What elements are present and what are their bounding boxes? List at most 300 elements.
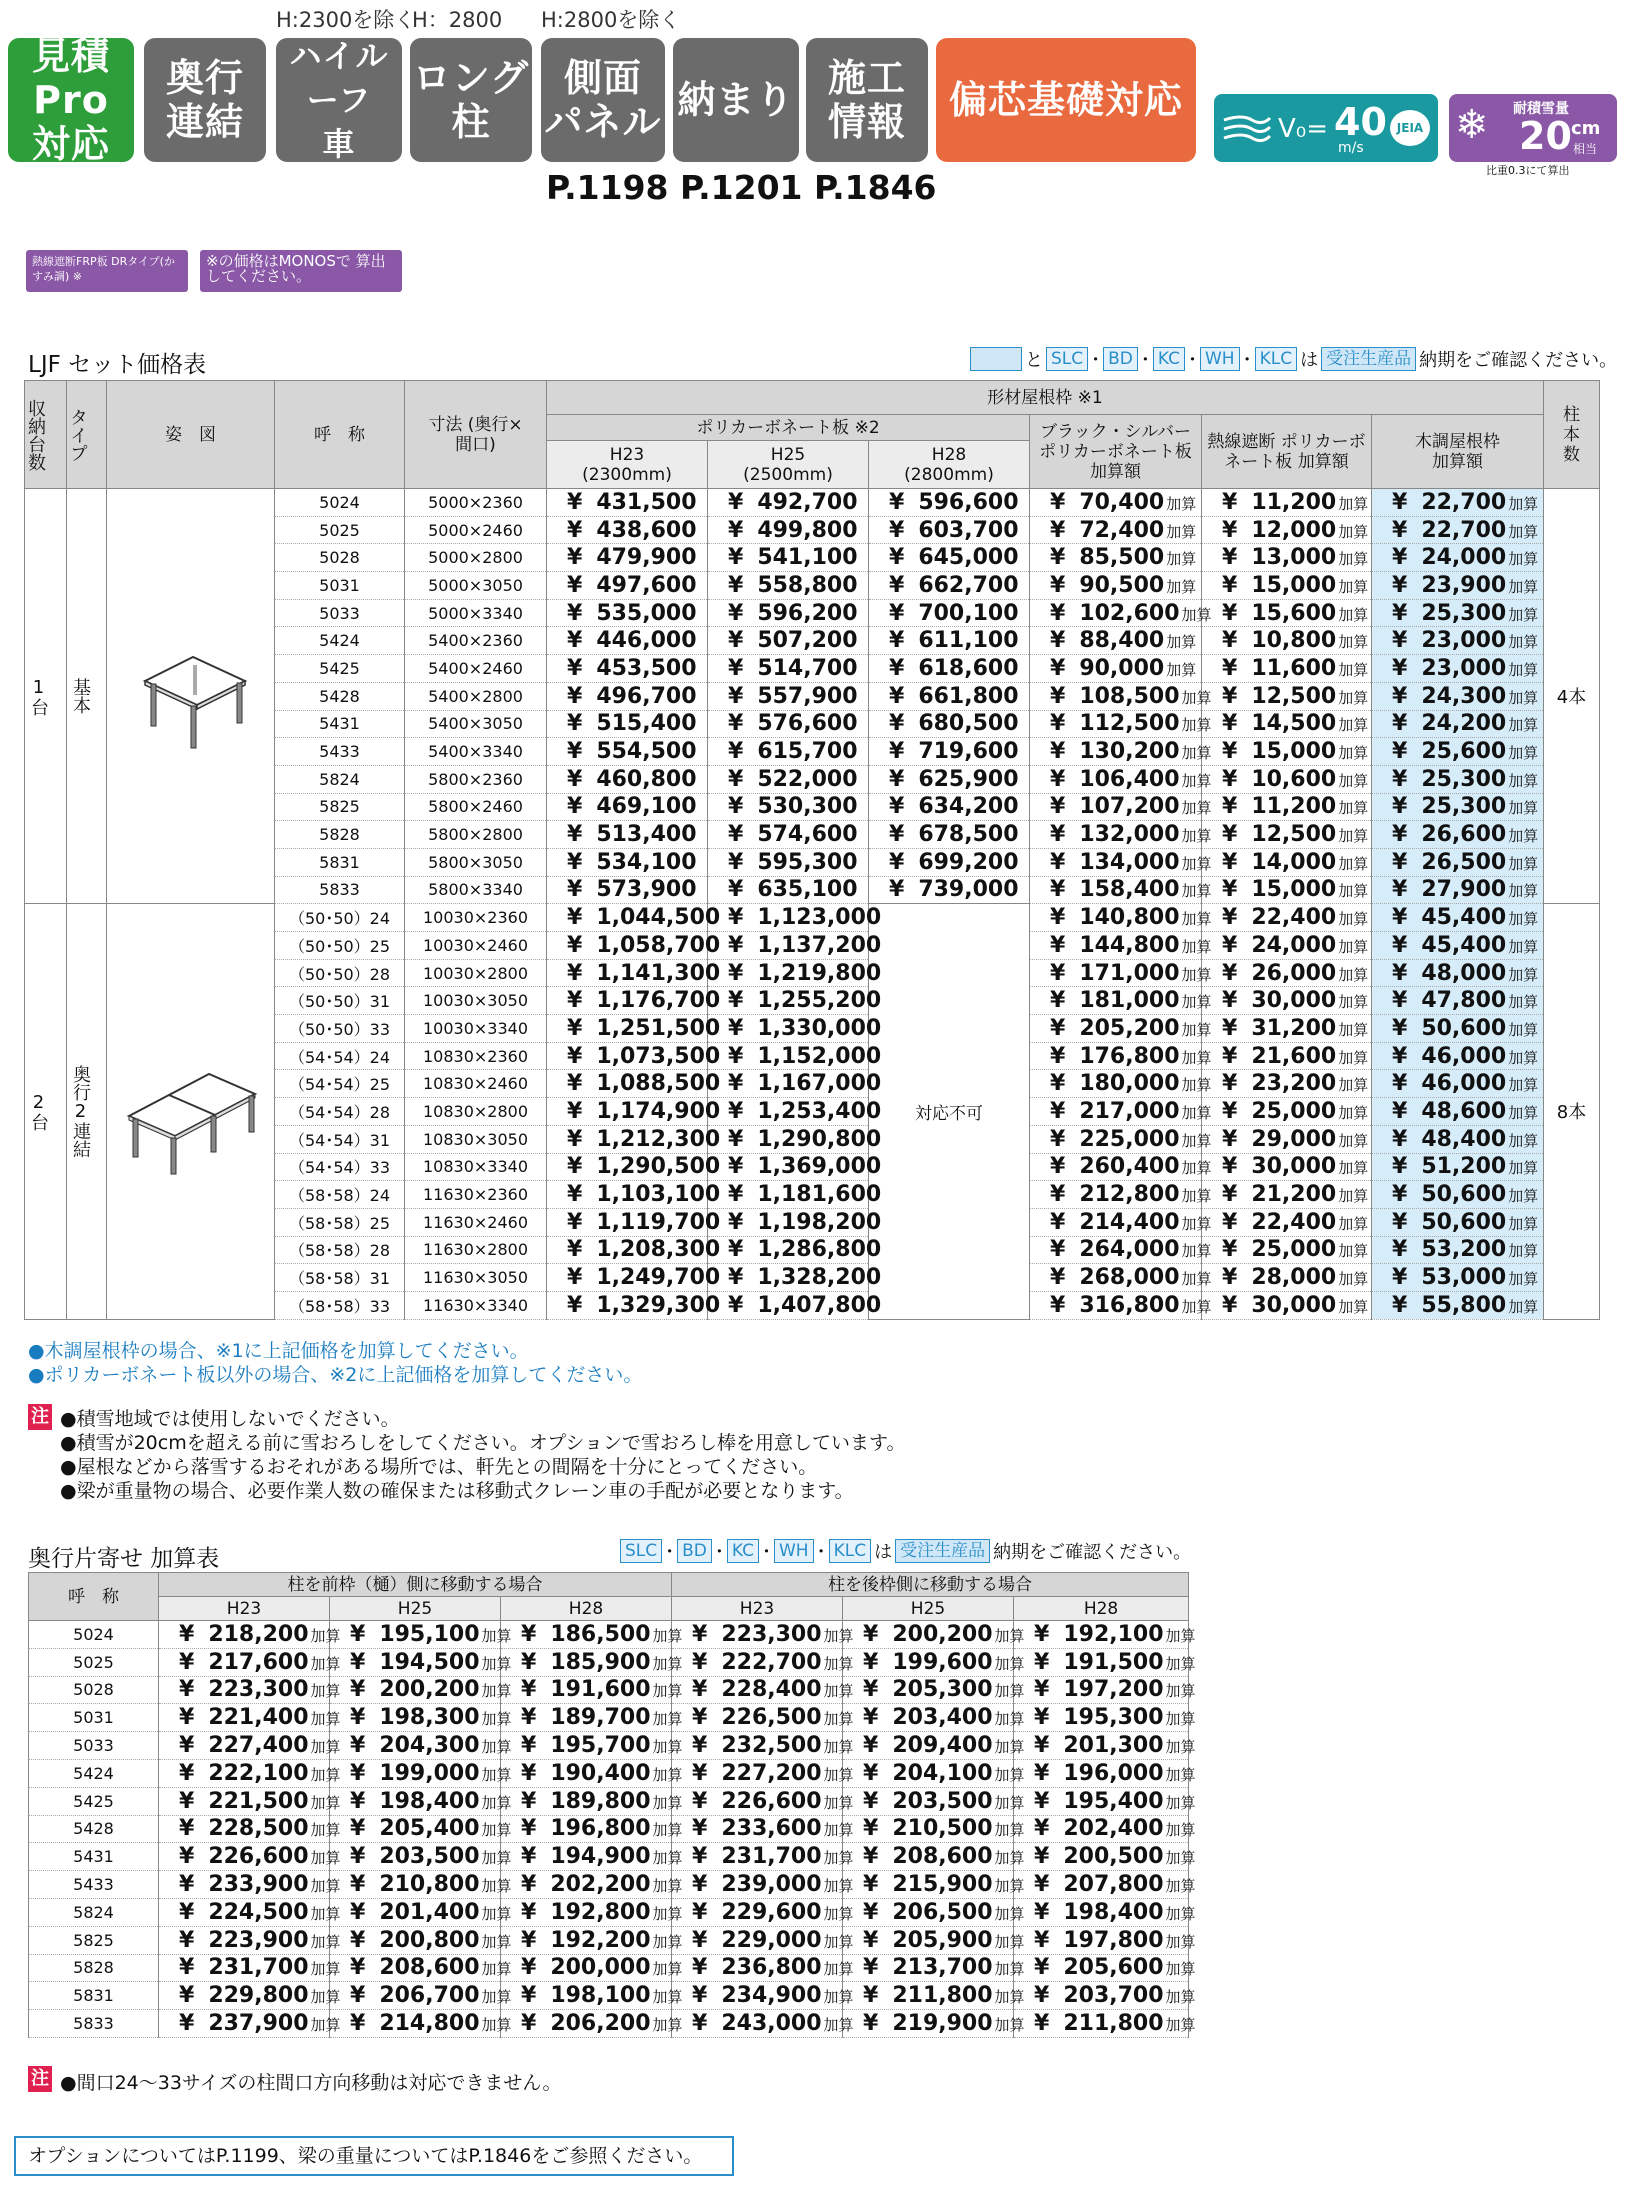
price-value: 15,600 <box>1251 600 1337 626</box>
price-value: 205,300 <box>892 1677 993 1703</box>
wood-frame-add <box>1372 959 1544 987</box>
heat-block-add <box>1202 1291 1372 1319</box>
footer-reference: オプションについてはP.1199、梁の重量についてはP.1846をご参照ください。 <box>14 2136 734 2176</box>
price-value: 678,500 <box>918 822 1019 848</box>
price-value: 1,253,400 <box>757 1098 882 1124</box>
black-silver-add <box>1030 1208 1212 1236</box>
dimension: 5400×3050 <box>405 710 547 738</box>
price-h28 <box>869 821 1030 849</box>
heat-block-add <box>1202 848 1372 876</box>
front-add <box>159 1954 341 1982</box>
price-h23 <box>547 489 708 517</box>
price-value: 11,600 <box>1251 655 1337 681</box>
th-h28: H28 (2800mm) <box>869 441 1030 489</box>
yen-sign: ¥ <box>567 877 583 903</box>
heat-block-add <box>1202 655 1372 683</box>
wood-frame-add <box>1372 1181 1544 1209</box>
front-add <box>159 1732 341 1760</box>
wood-frame-add <box>1372 738 1544 766</box>
model-code: 5833 <box>275 876 405 904</box>
table-row <box>29 1621 1189 1649</box>
tag-construction-info[interactable]: 施工 情報 <box>806 38 928 162</box>
black-silver-add <box>1030 1181 1212 1209</box>
yen-sign: ¥ <box>692 1677 708 1703</box>
yen-sign: ¥ <box>179 1955 195 1981</box>
price-value: 229,800 <box>208 1983 309 2009</box>
price-value: 200,000 <box>550 1955 651 1981</box>
front-add <box>501 1982 683 2010</box>
price-value: 26,000 <box>1251 960 1337 986</box>
th2-front: 柱を前枠（樋）側に移動する場合 <box>159 1573 672 1597</box>
add-label: 加算 <box>1338 1242 1369 1261</box>
yen-sign: ¥ <box>1392 1071 1408 1097</box>
yen-sign: ¥ <box>1392 905 1408 931</box>
price-value: 88,400 <box>1079 628 1165 654</box>
black-silver-add <box>1030 544 1202 572</box>
tag-eccentric-base[interactable]: 偏芯基礎対応 <box>936 38 1196 162</box>
yen-sign: ¥ <box>1222 1015 1238 1041</box>
front-add <box>501 1704 683 1732</box>
carport-figure <box>107 904 275 1319</box>
price-value: 23,000 <box>1421 655 1507 681</box>
price-value: 134,000 <box>1079 849 1180 875</box>
yen-sign: ¥ <box>728 683 744 709</box>
yen-sign: ¥ <box>1034 1733 1050 1759</box>
page-refs: P.1198 P.1201 P.1846 <box>546 168 937 207</box>
price-value: 1,330,000 <box>757 1015 882 1041</box>
price-h23 <box>547 682 708 710</box>
yen-sign: ¥ <box>567 1209 583 1235</box>
price-value: 195,400 <box>1063 1788 1164 1814</box>
price-value: 196,800 <box>550 1816 651 1842</box>
yen-sign: ¥ <box>179 1621 195 1647</box>
price-h25 <box>708 904 882 932</box>
wood-frame-add <box>1372 876 1544 904</box>
yen-sign: ¥ <box>728 739 744 765</box>
back-add <box>672 1787 854 1815</box>
wood-frame-add <box>1372 1015 1544 1043</box>
dimension: 5000×2800 <box>405 544 547 572</box>
price-value: 189,700 <box>550 1705 651 1731</box>
price-value: 48,400 <box>1421 1126 1507 1152</box>
caption-3: H:2800を除く <box>541 8 681 32</box>
dimension: 5000×2460 <box>405 516 547 544</box>
yen-sign: ¥ <box>1392 739 1408 765</box>
back-add <box>843 1621 1025 1649</box>
yen-sign: ¥ <box>567 1043 583 1069</box>
price-h28 <box>869 738 1030 766</box>
back-add <box>843 1843 1025 1871</box>
price-value: 496,700 <box>596 683 697 709</box>
add-label: 加算 <box>310 1738 341 1757</box>
price-value: 1,198,200 <box>757 1209 882 1235</box>
add-label: 加算 <box>481 1988 512 2007</box>
black-silver-add <box>1030 572 1202 600</box>
yen-sign: ¥ <box>179 1844 195 1870</box>
price-value: 223,900 <box>208 1927 309 1953</box>
dimension: 10830×3050 <box>405 1125 547 1153</box>
add-label: 加算 <box>1508 827 1539 846</box>
add-label: 加算 <box>1181 1048 1212 1067</box>
add-label: 加算 <box>1181 1131 1212 1150</box>
snowflake-icon: ❄ <box>1455 102 1489 148</box>
dimension: 5400×2460 <box>405 655 547 683</box>
add-label: 加算 <box>994 1654 1025 1673</box>
add-label: 加算 <box>310 1849 341 1868</box>
front-add <box>501 1871 683 1899</box>
yen-sign: ¥ <box>179 1649 195 1675</box>
back-add <box>843 1871 1025 1899</box>
model-code: 5831 <box>275 848 405 876</box>
add-label: 加算 <box>1165 1849 1196 1868</box>
add-label: 加算 <box>994 1932 1025 1951</box>
price-h25 <box>708 627 869 655</box>
yen-sign: ¥ <box>567 822 583 848</box>
dimension: 5000×3050 <box>405 572 547 600</box>
yen-sign: ¥ <box>1392 1237 1408 1263</box>
add-label: 加算 <box>1508 1214 1539 1233</box>
yen-sign: ¥ <box>728 1182 744 1208</box>
add-label: 加算 <box>823 1849 854 1868</box>
price-value: 446,000 <box>596 628 697 654</box>
tag-high-roof[interactable]: ハイルーフ 車 <box>276 38 402 162</box>
yen-sign: ¥ <box>863 1899 879 1925</box>
price-value: 1,212,300 <box>596 1126 721 1152</box>
wood-frame-add <box>1372 793 1544 821</box>
price-value: 1,249,700 <box>596 1265 721 1291</box>
group-count: 1台 <box>25 489 67 904</box>
yen-sign: ¥ <box>567 1098 583 1124</box>
add-label: 加算 <box>1508 1131 1539 1150</box>
back-add <box>843 1982 1025 2010</box>
wood-frame-add <box>1372 987 1544 1015</box>
add-label: 加算 <box>1338 660 1369 679</box>
price-value: 55,800 <box>1421 1292 1507 1318</box>
wood-frame-add <box>1372 1208 1544 1236</box>
add-label: 加算 <box>1338 910 1369 929</box>
price-value: 260,400 <box>1079 1154 1180 1180</box>
price-h23 <box>547 1181 721 1209</box>
add-label: 加算 <box>1508 688 1539 707</box>
front-add <box>159 1648 341 1676</box>
model-code: （58･58）31 <box>275 1264 405 1292</box>
price-value: 1,141,300 <box>596 960 721 986</box>
price-value: 70,400 <box>1079 489 1165 515</box>
yen-sign: ¥ <box>521 1955 537 1981</box>
price-value: 217,000 <box>1079 1098 1180 1124</box>
add-label: 加算 <box>481 1793 512 1812</box>
model-code: 5025 <box>29 1648 159 1676</box>
add-label: 加算 <box>1508 771 1539 790</box>
price-h28 <box>869 516 1030 544</box>
yen-sign: ¥ <box>1222 766 1238 792</box>
yen-sign: ¥ <box>521 2011 537 2037</box>
th-count: 収納台数 <box>25 381 67 489</box>
price-h28 <box>869 599 1030 627</box>
price-h23 <box>547 599 708 627</box>
price-value: 239,000 <box>721 1872 822 1898</box>
yen-sign: ¥ <box>1050 1182 1066 1208</box>
price-h23 <box>547 821 708 849</box>
yen-sign: ¥ <box>1050 1015 1066 1041</box>
price-value: 30,000 <box>1251 1154 1337 1180</box>
price-value: 469,100 <box>596 794 697 820</box>
yen-sign: ¥ <box>1050 683 1066 709</box>
black-silver-add <box>1030 1098 1212 1126</box>
add-label: 加算 <box>1508 1242 1539 1261</box>
price-value: 199,000 <box>379 1760 480 1786</box>
price-h28 <box>869 682 1030 710</box>
back-add <box>1014 1787 1196 1815</box>
price-value: 460,800 <box>596 766 697 792</box>
yen-sign: ¥ <box>889 489 905 515</box>
black-silver-add <box>1030 904 1212 932</box>
tag-fitting[interactable]: 納まり <box>673 38 799 162</box>
black-silver-add <box>1030 765 1212 793</box>
price-value: 479,900 <box>596 545 697 571</box>
model-code: 5025 <box>275 516 405 544</box>
price-h25 <box>708 1181 882 1209</box>
add-label: 加算 <box>1165 1654 1196 1673</box>
front-add <box>330 1621 512 1649</box>
price-value: 194,900 <box>550 1844 651 1870</box>
price-h23 <box>547 793 708 821</box>
price-value: 106,400 <box>1079 766 1180 792</box>
th-wood-frame: 木調屋根枠 加算額 <box>1372 415 1544 489</box>
price-value: 28,000 <box>1251 1265 1337 1291</box>
price-value: 47,800 <box>1421 988 1507 1014</box>
front-add <box>159 1843 341 1871</box>
add-label: 加算 <box>310 2016 341 2035</box>
wood-note: ●木調屋根枠の場合、※1に上記価格を加算してください。 <box>28 1340 529 1362</box>
caution-label-2: 注 <box>28 2066 52 2092</box>
front-add <box>501 1926 683 1954</box>
model-code: （58･58）33 <box>275 1291 405 1319</box>
front-add <box>501 1732 683 1760</box>
yen-sign: ¥ <box>567 794 583 820</box>
add-label: 加算 <box>310 1654 341 1673</box>
price-value: 31,200 <box>1251 1015 1337 1041</box>
add-label: 加算 <box>823 1877 854 1896</box>
back-add <box>1014 1704 1196 1732</box>
tag-long-post[interactable]: ロング 柱 <box>410 38 532 162</box>
th-name: 呼 称 <box>275 381 405 489</box>
table-row <box>29 1815 1189 1843</box>
add-label: 加算 <box>481 1682 512 1701</box>
front-add <box>159 1982 341 2010</box>
yen-sign: ¥ <box>521 1621 537 1647</box>
add-label: 加算 <box>481 1877 512 1896</box>
black-silver-add <box>1030 599 1212 627</box>
price-value: 225,000 <box>1079 1126 1180 1152</box>
price-value: 232,500 <box>721 1733 822 1759</box>
back-add <box>672 1982 854 2010</box>
tag-depth-link[interactable]: 奥行 連結 <box>144 38 266 162</box>
black-silver-add <box>1030 876 1212 904</box>
price-value: 227,400 <box>208 1733 309 1759</box>
add-label: 加算 <box>310 1904 341 1923</box>
price-value: 522,000 <box>757 766 858 792</box>
front-add <box>159 1787 341 1815</box>
black-silver-add <box>1030 682 1212 710</box>
add-label: 加算 <box>1338 522 1369 541</box>
wood-frame-add <box>1372 1264 1544 1292</box>
price-value: 226,600 <box>208 1844 309 1870</box>
add-label: 加算 <box>1338 494 1369 513</box>
wind-badge: V₀= 40 m/s JEIA <box>1214 94 1438 162</box>
add-label: 加算 <box>823 1710 854 1729</box>
yen-sign: ¥ <box>1222 849 1238 875</box>
yen-sign: ¥ <box>692 1872 708 1898</box>
add-label: 加算 <box>1508 744 1539 763</box>
price-value: 22,400 <box>1251 905 1337 931</box>
yen-sign: ¥ <box>889 683 905 709</box>
price-value: 1,251,500 <box>596 1015 721 1041</box>
yen-sign: ¥ <box>692 1649 708 1675</box>
th-dimension: 寸法 (奥行×間口) <box>405 381 547 489</box>
add-label: 加算 <box>481 2016 512 2035</box>
back-add <box>1014 1732 1196 1760</box>
front-add <box>330 2010 512 2038</box>
price-h23 <box>547 1236 721 1264</box>
add-label: 加算 <box>1181 827 1212 846</box>
price-value: 208,600 <box>379 1955 480 1981</box>
dimension: 5400×3340 <box>405 738 547 766</box>
yen-sign: ¥ <box>350 1649 366 1675</box>
price-value: 22,700 <box>1421 489 1507 515</box>
yen-sign: ¥ <box>521 1872 537 1898</box>
price-value: 739,000 <box>918 877 1019 903</box>
price-h25 <box>708 710 869 738</box>
heat-block-add <box>1202 793 1372 821</box>
wood-frame-add <box>1372 1291 1544 1319</box>
price-h25 <box>708 765 869 793</box>
price-value: 1,286,800 <box>757 1237 882 1263</box>
yen-sign: ¥ <box>863 1927 879 1953</box>
yen-sign: ¥ <box>179 1677 195 1703</box>
yen-sign: ¥ <box>567 655 583 681</box>
yen-sign: ¥ <box>1050 1098 1066 1124</box>
caution-2: ●積雪が20cmを超える前に雪おろしをしてください。オプションで雪おろし棒を用意しています。 <box>60 1432 906 1454</box>
add-label: 加算 <box>1165 1821 1196 1840</box>
price-value: 200,200 <box>379 1677 480 1703</box>
price-value: 72,400 <box>1079 517 1165 543</box>
add-label: 加算 <box>1166 577 1197 596</box>
add-label: 加算 <box>823 1932 854 1951</box>
th-frame: 形材屋根枠 ※1 <box>547 381 1544 415</box>
yen-sign: ¥ <box>1050 988 1066 1014</box>
price-value: 217,600 <box>208 1649 309 1675</box>
price-value: 158,400 <box>1079 877 1180 903</box>
price-value: 1,290,800 <box>757 1126 882 1152</box>
price-value: 576,600 <box>757 711 858 737</box>
price-value: 12,000 <box>1251 517 1337 543</box>
price-value: 176,800 <box>1079 1043 1180 1069</box>
add-label: 加算 <box>1338 1020 1369 1039</box>
price-h23 <box>547 710 708 738</box>
yen-sign: ¥ <box>1034 1816 1050 1842</box>
dimension: 10030×3340 <box>405 1015 547 1043</box>
price-value: 618,600 <box>918 655 1019 681</box>
price-value: 181,000 <box>1079 988 1180 1014</box>
yen-sign: ¥ <box>350 1760 366 1786</box>
yen-sign: ¥ <box>728 1043 744 1069</box>
add-label: 加算 <box>1181 882 1212 901</box>
price-value: 112,500 <box>1079 711 1180 737</box>
wood-frame-add <box>1372 1070 1544 1098</box>
yen-sign: ¥ <box>567 1237 583 1263</box>
add-label: 加算 <box>1338 744 1369 763</box>
snow-note: 比重0.3にて算出 <box>1486 164 1570 177</box>
model-code: 5831 <box>29 1982 159 2010</box>
dimension: 10830×3340 <box>405 1153 547 1181</box>
price-h25 <box>708 489 869 517</box>
add-label: 加算 <box>1165 1626 1196 1645</box>
pc-note: ●ポリカーボネート板以外の場合、※2に上記価格を加算してください。 <box>28 1364 643 1386</box>
add-label: 加算 <box>652 1877 683 1896</box>
price-value: 228,500 <box>208 1816 309 1842</box>
price-value: 46,000 <box>1421 1043 1507 1069</box>
price-h25 <box>708 876 869 904</box>
yen-sign: ¥ <box>179 1983 195 2009</box>
price-value: 268,000 <box>1079 1265 1180 1291</box>
yen-sign: ¥ <box>179 1816 195 1842</box>
back-add <box>672 1704 854 1732</box>
price-value: 1,088,500 <box>596 1071 721 1097</box>
price-value: 1,174,900 <box>596 1098 721 1124</box>
price-h25 <box>708 544 869 572</box>
price-value: 207,800 <box>1063 1872 1164 1898</box>
yen-sign: ¥ <box>728 932 744 958</box>
price-value: 130,200 <box>1079 739 1180 765</box>
price-value: 229,000 <box>721 1927 822 1953</box>
add-label: 加算 <box>994 1849 1025 1868</box>
add-label: 加算 <box>652 1821 683 1840</box>
add-label: 加算 <box>994 1821 1025 1840</box>
add-label: 加算 <box>1181 993 1212 1012</box>
price-h25 <box>708 987 882 1015</box>
add-label: 加算 <box>310 1877 341 1896</box>
yen-sign: ¥ <box>179 1705 195 1731</box>
price-value: 23,200 <box>1251 1071 1337 1097</box>
front-add <box>330 1815 512 1843</box>
price-h25 <box>708 1098 882 1126</box>
yen-sign: ¥ <box>521 1816 537 1842</box>
yen-sign: ¥ <box>1392 988 1408 1014</box>
tag-mitsumori-pro[interactable]: 見積Pro 対応 <box>8 38 134 162</box>
price-value: 203,400 <box>892 1705 993 1731</box>
black-silver-add <box>1030 627 1202 655</box>
black-silver-add <box>1030 489 1202 517</box>
price-value: 1,119,700 <box>596 1209 721 1235</box>
price-h28 <box>869 793 1030 821</box>
add-label: 加算 <box>1181 744 1212 763</box>
price-h25 <box>708 1236 882 1264</box>
price-value: 25,000 <box>1251 1098 1337 1124</box>
back-add <box>1014 1843 1196 1871</box>
yen-sign: ¥ <box>1034 1955 1050 1981</box>
tag-side-panel[interactable]: 側面 パネル <box>541 38 665 162</box>
price-h28 <box>869 848 1030 876</box>
back-add <box>672 1676 854 1704</box>
black-silver-add <box>1030 710 1212 738</box>
yen-sign: ¥ <box>863 1649 879 1675</box>
add-label: 加算 <box>1181 716 1212 735</box>
price-h25 <box>708 572 869 600</box>
yen-sign: ¥ <box>567 1154 583 1180</box>
group-type: 基本 <box>67 489 107 904</box>
price-h23 <box>547 1098 721 1126</box>
